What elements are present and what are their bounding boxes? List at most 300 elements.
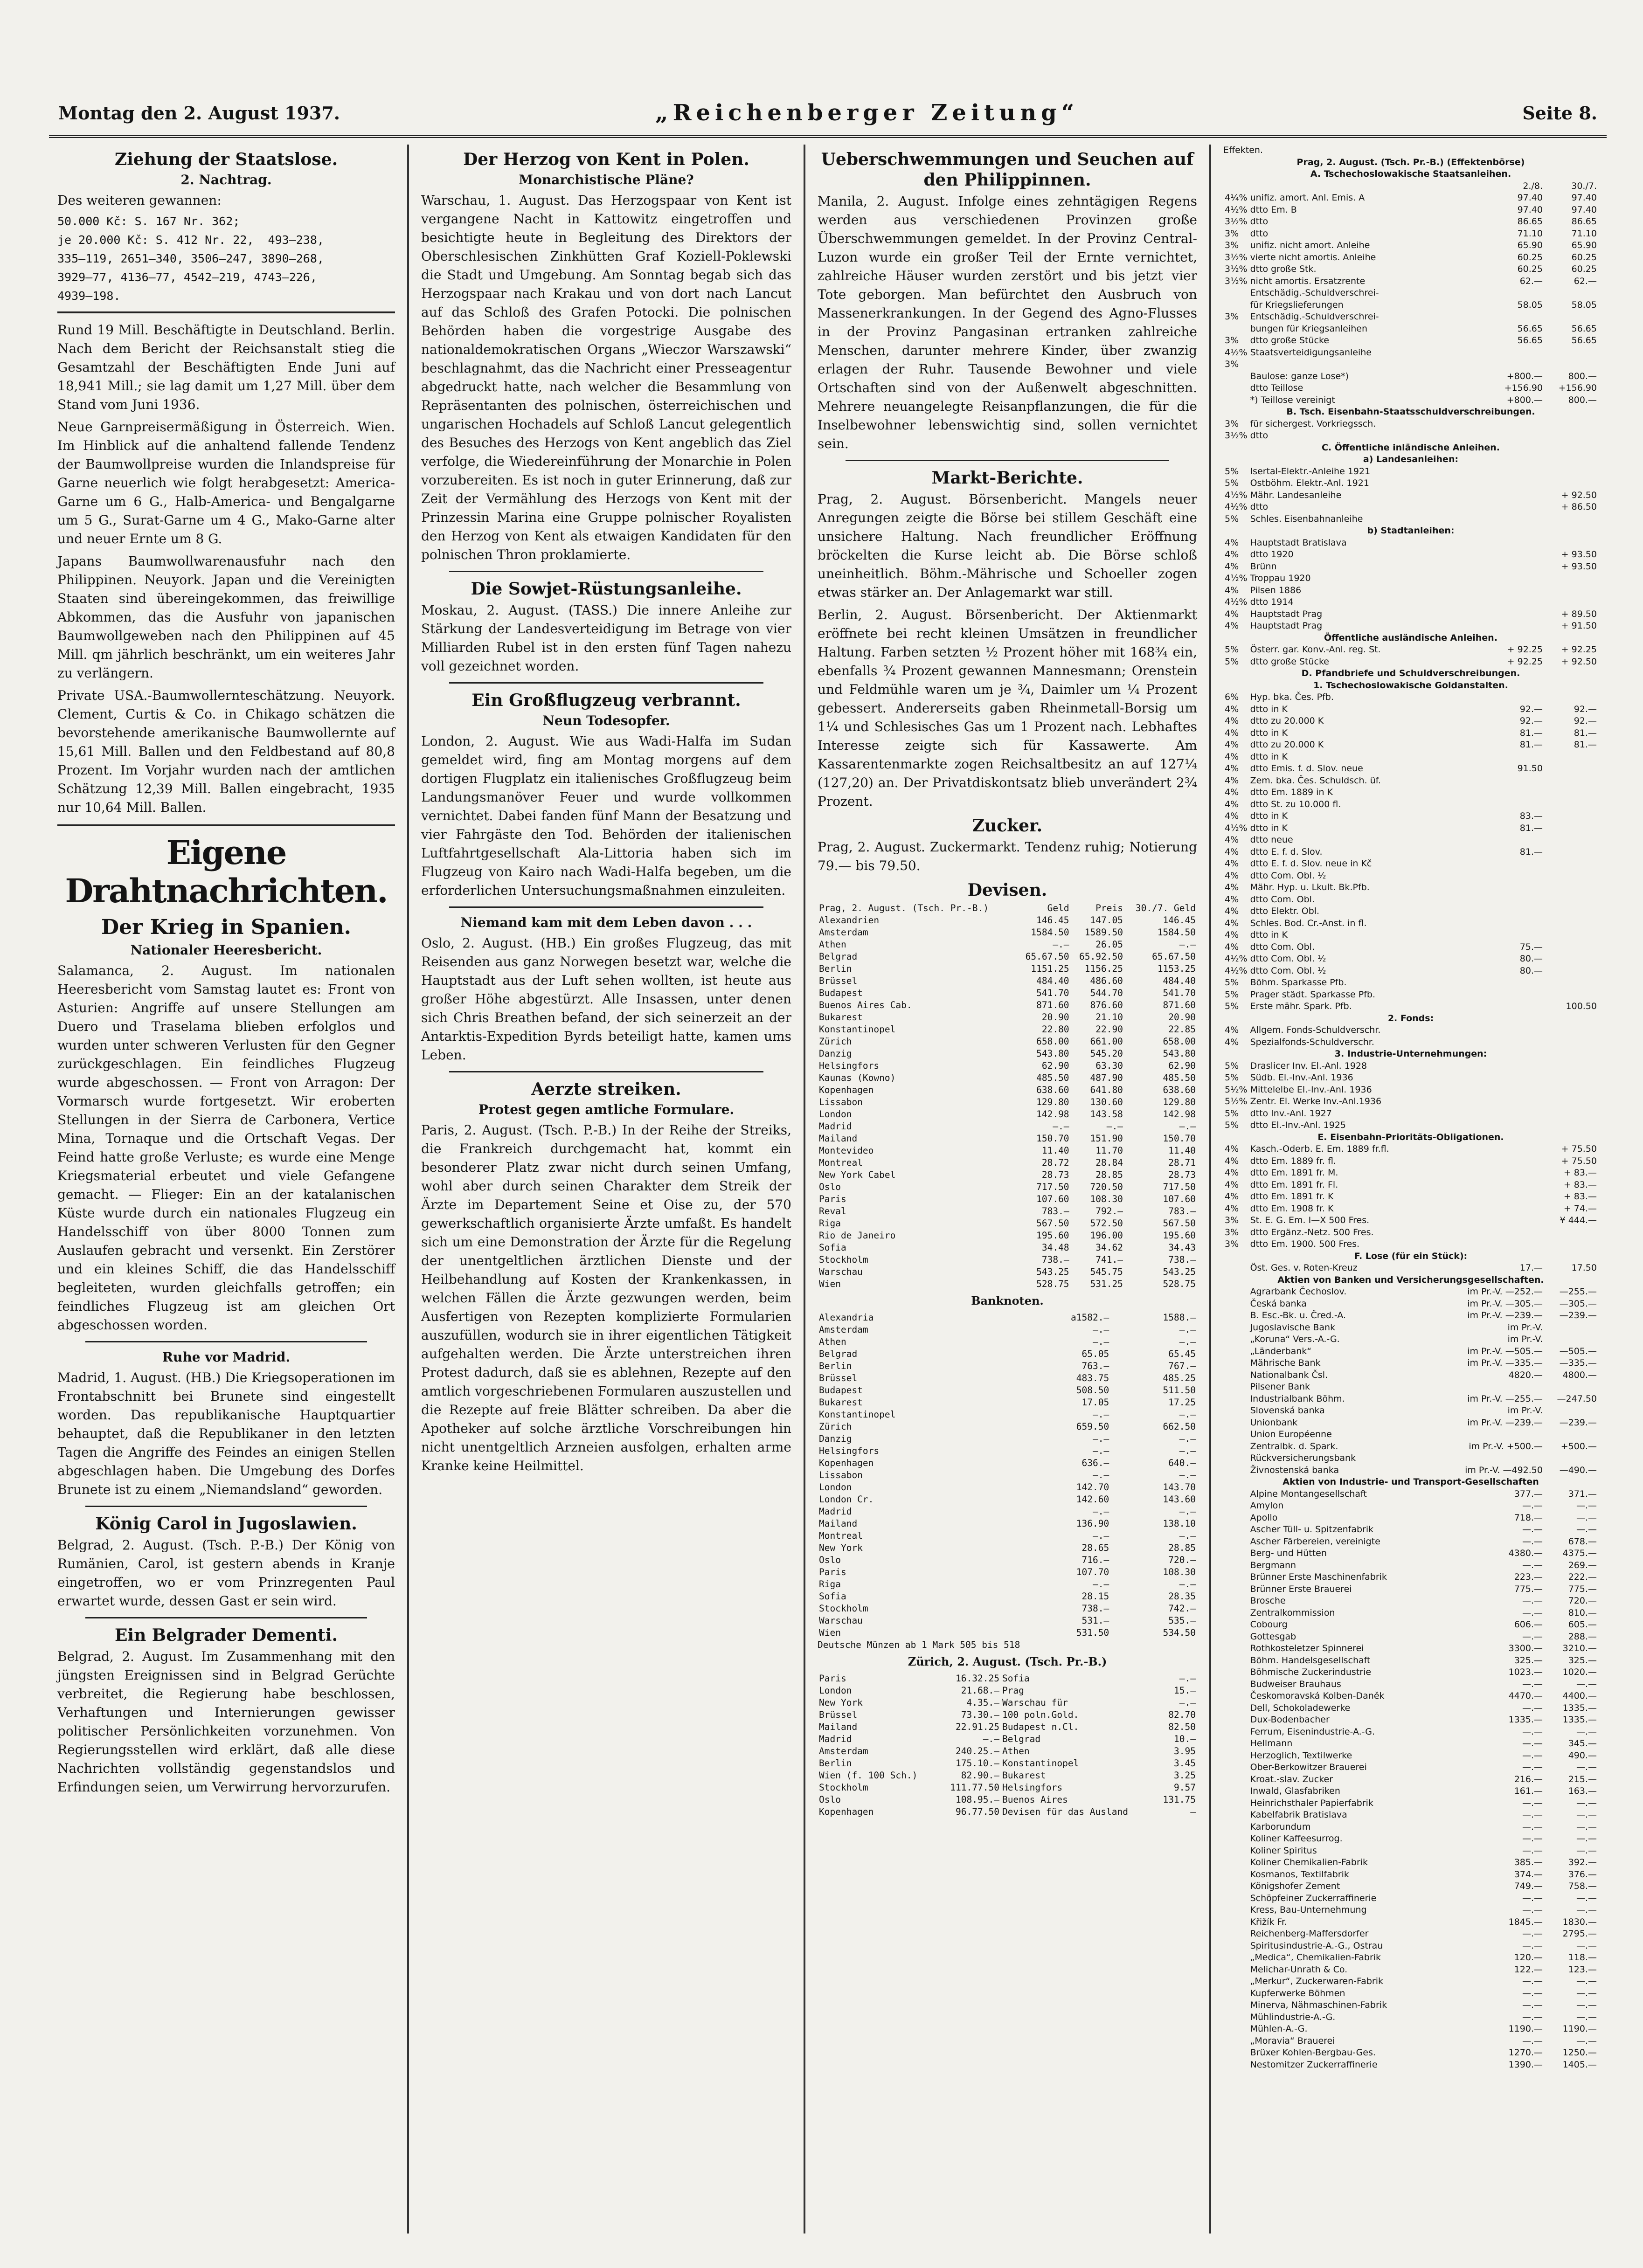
securities-value: + 83.—: [1563, 1168, 1597, 1178]
securities-value: 749.—: [1514, 1881, 1543, 1891]
securities-rate: 5%: [1225, 644, 1239, 655]
securities-row: [1223, 418, 1598, 430]
divider: [449, 906, 763, 908]
securities-rate: [1223, 299, 1249, 311]
securities-row: [1223, 1536, 1598, 1548]
securities-value: —239.—: [1559, 1417, 1597, 1428]
currency-row: [818, 1036, 1197, 1048]
banknote-name: Athen: [819, 1336, 846, 1347]
securities-row: [1223, 1774, 1598, 1786]
page-number: Seite 8.: [1522, 103, 1597, 124]
currency-value: 26.05: [1095, 939, 1123, 950]
securities-value: —.—: [1522, 1821, 1543, 1832]
securities-value: [1463, 977, 1544, 989]
securities-row: [1223, 1322, 1598, 1334]
securities-row: [1223, 870, 1598, 882]
securities-name: Nationalbank Čsl.: [1250, 1369, 1328, 1380]
securities-section-title: D. Pfandbriefe und Schuldverschreibungen.: [1301, 668, 1520, 678]
securities-rate: [1223, 1536, 1249, 1548]
securities-value: —239.—: [1559, 1310, 1597, 1321]
currency-name: London: [819, 1109, 852, 1120]
securities-name: Gottesgab: [1250, 1631, 1296, 1642]
securities-name: Baulose: ganze Lose*): [1250, 371, 1349, 381]
banknote-name: Berlin: [819, 1361, 852, 1371]
securities-value: [1463, 1001, 1544, 1013]
securities-row: [1223, 1643, 1598, 1655]
securities-value: 71.10: [1571, 228, 1597, 239]
zurich-table: [818, 1673, 1197, 1818]
securities-rate: [1223, 1702, 1249, 1715]
securities-row: [1223, 1429, 1598, 1441]
securities-rate: [1223, 1988, 1249, 2000]
currency-name: Amsterdam: [819, 927, 868, 938]
securities-value: 75.—: [1519, 941, 1543, 952]
securities-name: Dux-Bodenbacher: [1250, 1715, 1330, 1725]
securities-rate: [1223, 382, 1249, 394]
currency-name: Athen: [819, 939, 846, 950]
currency-value: —.—: [1179, 1121, 1196, 1132]
divider: [85, 1506, 367, 1507]
currency-name: Rio de Janeiro: [819, 1230, 896, 1241]
zurich-value: 4.35.—: [966, 1697, 999, 1708]
header-date: Montag den 2. August 1937.: [58, 103, 340, 124]
securities-row: [1223, 1655, 1598, 1667]
currency-row: [818, 1230, 1197, 1242]
currency-value: 717.50: [1163, 1182, 1196, 1192]
article-subheadline: Nationaler Heeresbericht.: [130, 942, 322, 958]
securities-rate: [1223, 1488, 1249, 1500]
securities-value: —.—: [1576, 1893, 1597, 1903]
securities-value: 371.—: [1568, 1488, 1597, 1499]
banknote-value: —.—: [1179, 1445, 1196, 1456]
zurich-value: —.—: [983, 1734, 999, 1744]
securities-rate: [1223, 2059, 1249, 2071]
securities-row: [1223, 573, 1598, 585]
securities-value: [1544, 1037, 1598, 1049]
currency-value: 1156.25: [1084, 963, 1123, 974]
securities-value: +800.—: [1506, 371, 1543, 381]
securities-row: [1223, 1785, 1598, 1798]
zurich-name: Madrid: [819, 1734, 852, 1744]
securities-rate: [1223, 1393, 1249, 1405]
securities-name: Minerva, Nähmaschinen-Fabrik: [1250, 2000, 1387, 2010]
securities-name: Kasch.-Oderb. E. Em. 1889 fr.fl.: [1250, 1144, 1389, 1154]
securities-row: [1223, 1179, 1598, 1191]
currency-row: [818, 951, 1197, 963]
currency-row: [818, 927, 1197, 939]
securities-value: [1463, 466, 1544, 478]
securities-value: [1544, 775, 1598, 787]
banknote-value: —.—: [1179, 1336, 1196, 1347]
banknote-row: [818, 1590, 1197, 1603]
securities-row: [1223, 1512, 1598, 1524]
securities-rate: 4½%: [1225, 490, 1248, 500]
securities-rate: 4%: [1225, 846, 1239, 857]
securities-name: Schles. Eisenbahnanleihe: [1250, 513, 1363, 524]
securities-name: vierte nicht amortis. Anleihe: [1250, 252, 1376, 263]
lotto-line: 4939—198.: [57, 289, 121, 303]
currency-value: 22.90: [1095, 1024, 1123, 1035]
securities-value: 758.—: [1568, 1881, 1597, 1891]
currency-name: Brüssel: [819, 975, 858, 986]
securities-section-row: [1223, 1251, 1598, 1263]
securities-value: [1463, 1215, 1544, 1227]
securities-value: 56.65: [1517, 335, 1543, 346]
securities-value: [1544, 1084, 1598, 1096]
securities-value: —.—: [1576, 1821, 1597, 1832]
securities-value: 60.25: [1517, 264, 1543, 274]
securities-value: [1463, 359, 1544, 371]
securities-value: 3210.—: [1562, 1643, 1597, 1653]
currency-value: 1584.50: [1157, 927, 1196, 938]
banknote-value: 534.50: [1163, 1627, 1196, 1638]
securities-value: —.—: [1576, 1500, 1597, 1511]
securities-value: + 92.50: [1561, 656, 1597, 667]
securities-section-title: F. Lose (für ein Stück):: [1354, 1251, 1468, 1261]
securities-row: [1223, 799, 1598, 811]
securities-value: —.—: [1522, 1536, 1543, 1547]
securities-row: [1223, 359, 1598, 371]
banknote-name: Paris: [819, 1567, 846, 1577]
securities-name: Kabelfabrik Bratislava: [1250, 1810, 1347, 1820]
divider: [449, 571, 763, 572]
currency-row: [818, 1157, 1197, 1169]
securities-rate: [1223, 1607, 1249, 1619]
banknote-row: [818, 1372, 1197, 1384]
securities-section-row: [1223, 1274, 1598, 1286]
securities-name: Brünner Erste Brauerei: [1250, 1583, 1352, 1594]
currency-row: [818, 1108, 1197, 1120]
securities-value: —.—: [1522, 1988, 1543, 1998]
currency-value: —.—: [1106, 1121, 1123, 1132]
securities-row: [1223, 1857, 1598, 1869]
securities-section-row: [1223, 1048, 1598, 1060]
securities-row: [1223, 775, 1598, 787]
securities-value: —.—: [1522, 1679, 1543, 1689]
securities-name: Alpine Montangesellschaft: [1250, 1488, 1367, 1499]
securities-rate: [1223, 1310, 1249, 1322]
securities-rate: 4½%: [1225, 573, 1248, 583]
securities-row: [1223, 513, 1598, 526]
securities-value: 86.65: [1517, 216, 1543, 227]
securities-rate: [1223, 1904, 1249, 1916]
currency-value: 638.60: [1163, 1085, 1196, 1095]
securities-name: Hauptstadt Prag: [1250, 608, 1323, 619]
securities-name: dtto Em. 1908 fr. K: [1250, 1203, 1334, 1214]
securities-value: 65.90: [1517, 240, 1543, 250]
zurich-name: 100 poln.Gold.: [1002, 1709, 1079, 1720]
column-2: [413, 145, 800, 2233]
securities-value: [1463, 1143, 1544, 1155]
zurich-name: Warschau für: [1002, 1697, 1068, 1708]
securities-name: dtto E. f. d. Slov.: [1250, 846, 1323, 857]
securities-value: 58.05: [1517, 299, 1543, 310]
banknote-value: —.—: [1179, 1470, 1196, 1480]
currency-value: 1153.25: [1157, 963, 1196, 974]
banknote-value: 738.—: [1081, 1603, 1109, 1614]
securities-value: —.—: [1576, 1940, 1597, 1951]
securities-rate: 4%: [1225, 1155, 1239, 1166]
securities-rate: 4%: [1225, 918, 1239, 928]
securities-value: —.—: [1576, 1845, 1597, 1856]
currency-value: 107.60: [1036, 1194, 1069, 1204]
currency-value: 129.80: [1163, 1097, 1196, 1107]
securities-rate: 4%: [1225, 906, 1239, 916]
lotto-line: 3929—77, 4136—77, 4542—219, 4743—226,: [57, 270, 317, 284]
securities-row: [1223, 810, 1598, 823]
securities-value: [1463, 1096, 1544, 1108]
banknote-name: Madrid: [819, 1506, 852, 1517]
securities-row: [1223, 561, 1598, 573]
lotto-line: je 20.000 Kč: S. 412 Nr. 22, 493—238,: [57, 233, 324, 247]
banknote-value: —.—: [1179, 1324, 1196, 1335]
securities-rate: [1223, 1821, 1249, 1833]
securities-name: Kress, Bau-Unternehmung: [1250, 1905, 1367, 1915]
banknote-value: 662.50: [1163, 1421, 1196, 1432]
securities-value: 163.—: [1568, 1786, 1597, 1796]
securities-rate: 4%: [1225, 561, 1239, 572]
securities-value: 56.65: [1571, 335, 1597, 346]
zurich-value: 21.68.—: [961, 1685, 999, 1696]
banknote-value: 28.35: [1168, 1591, 1196, 1602]
zurich-value: 240.25.—: [956, 1746, 999, 1756]
securities-value: 392.—: [1568, 1857, 1597, 1867]
securities-row: [1223, 501, 1598, 513]
securities-row: [1223, 1916, 1598, 1929]
banknote-name: Stockholm: [819, 1603, 868, 1614]
securities-value: 1190.—: [1562, 2024, 1597, 2034]
securities-value: —.—: [1522, 2000, 1543, 2010]
zurich-row: [818, 1782, 1197, 1794]
zurich-name: Paris: [819, 1673, 846, 1684]
securities-name: Spezialfonds-Schuldverschr.: [1250, 1037, 1374, 1047]
securities-value: [1463, 1238, 1544, 1251]
zurich-head: Zürich, 2. August. (Tsch. Pr.-B.): [908, 1655, 1107, 1668]
banknote-name: Mailand: [819, 1518, 858, 1529]
currency-value: 544.70: [1090, 988, 1123, 998]
banknote-value: 65.05: [1081, 1348, 1109, 1359]
securities-value: —.—: [1522, 1976, 1543, 1986]
securities-row: [1223, 2059, 1598, 2071]
securities-rate: 5%: [1225, 466, 1239, 477]
securities-value: [1544, 846, 1598, 858]
currency-value: 738.—: [1168, 1254, 1196, 1265]
securities-rate: 4%: [1225, 751, 1239, 762]
securities-rate: [1223, 1619, 1249, 1631]
securities-row: [1223, 382, 1598, 394]
securities-name: Bergmann: [1250, 1560, 1296, 1570]
securities-value: [1463, 430, 1544, 442]
securities-value: —.—: [1576, 1726, 1597, 1737]
securities-row: [1223, 1286, 1598, 1298]
securities-name: Herzoglich, Textilwerke: [1250, 1750, 1352, 1761]
securities-name: Nestomitzer Zuckerraffinerie: [1250, 2059, 1378, 2070]
banknotes-table: [818, 1312, 1197, 1639]
securities-rate: [1223, 1690, 1249, 1702]
currency-row: [818, 999, 1197, 1011]
securities-value: [1544, 977, 1598, 989]
banknote-row: [818, 1469, 1197, 1481]
zurich-value: 3.45: [1174, 1758, 1196, 1769]
currency-value: 28.72: [1041, 1157, 1069, 1168]
section-title-sugar: Zucker.: [972, 816, 1043, 836]
currency-value: 150.70: [1163, 1133, 1196, 1144]
securities-value: [1544, 596, 1598, 608]
securities-value: 800.—: [1568, 371, 1597, 381]
securities-rate: [1223, 1583, 1249, 1596]
securities-value: 377.—: [1514, 1488, 1543, 1499]
securities-value: 1335.—: [1508, 1715, 1543, 1725]
securities-name: Union Européenne: [1250, 1429, 1332, 1439]
securities-value: 775.—: [1514, 1583, 1543, 1594]
securities-name: „Länderbank“: [1250, 1346, 1312, 1356]
securities-value: —.—: [1522, 2012, 1543, 2022]
securities-name: Kupferwerke Böhmen: [1250, 1988, 1345, 1998]
currency-row: [818, 975, 1197, 987]
banknote-row: [818, 1312, 1197, 1324]
securities-section-row: [1223, 406, 1598, 418]
zurich-name: Brüssel: [819, 1709, 858, 1720]
securities-rate: [1223, 1452, 1249, 1465]
zurich-value: 131.75: [1163, 1794, 1196, 1805]
securities-name: Ostböhm. Elektr.-Anl. 1921: [1250, 478, 1369, 488]
securities-name: Zentr. El. Werke Inv.-Anl.1936: [1250, 1096, 1382, 1106]
zurich-name: Oslo: [819, 1794, 841, 1805]
securities-rate: 4%: [1225, 894, 1239, 905]
securities-name: dtto Com. Obl. ½: [1250, 965, 1326, 976]
banknote-value: —.—: [1092, 1445, 1109, 1456]
securities-value: [1463, 691, 1544, 704]
securities-row: [1223, 1726, 1598, 1738]
securities-value: [1463, 311, 1544, 323]
banknote-name: Amsterdam: [819, 1324, 868, 1335]
securities-name: dtto El.-Inv.-Anl. 1925: [1250, 1120, 1346, 1130]
banknote-value: 143.70: [1163, 1482, 1196, 1493]
securities-row: [1223, 1893, 1598, 1905]
securities-row: [1223, 858, 1598, 870]
securities-name: Dell, Schokoladewerke: [1250, 1702, 1351, 1713]
securities-rate: 3½%: [1225, 216, 1248, 227]
securities-value: [1463, 513, 1544, 526]
banknote-value: 142.70: [1076, 1482, 1109, 1493]
zurich-value: 22.91.25: [956, 1722, 999, 1732]
currency-value: 11.40: [1168, 1145, 1196, 1156]
securities-row: [1223, 1988, 1598, 2000]
banknote-row: [818, 1603, 1197, 1615]
securities-row: [1223, 585, 1598, 597]
securities-section-row: [1223, 632, 1598, 644]
securities-name: [1249, 359, 1464, 371]
securities-section-title: 2. Fonds:: [1387, 1013, 1434, 1023]
securities-value: 4470.—: [1508, 1691, 1543, 1701]
divider: [57, 311, 395, 313]
securities-name: für Kriegslieferungen: [1250, 299, 1344, 310]
securities-name: B. Esc.-Bk. u. Čred.-A.: [1250, 1310, 1346, 1321]
securities-name: Berg- und Hütten: [1250, 1548, 1327, 1558]
securities-value: [1544, 918, 1598, 930]
securities-rate: [1223, 1655, 1249, 1667]
securities-value: + 92.25: [1561, 644, 1597, 655]
securities-value: 385.—: [1514, 1857, 1543, 1867]
securities-value: 720.—: [1568, 1596, 1597, 1606]
currency-row: [818, 1145, 1197, 1157]
securities-value: 65.90: [1571, 240, 1597, 250]
currency-value: 21.10: [1095, 1012, 1123, 1023]
securities-value: + 93.50: [1561, 561, 1597, 572]
securities-rate: 4%: [1225, 787, 1239, 797]
currency-name: Madrid: [819, 1121, 852, 1132]
securities-rate: [1223, 1679, 1249, 1691]
securities-row: [1223, 1417, 1598, 1429]
banknote-value: —.—: [1179, 1530, 1196, 1541]
securities-row: [1223, 834, 1598, 846]
securities-value: —490.—: [1559, 1465, 1597, 1475]
column-3: [809, 145, 1206, 2233]
securities-row: [1223, 906, 1598, 918]
securities-row: [1223, 1096, 1598, 1108]
banknote-value: 763.—: [1081, 1361, 1109, 1371]
securities-name: dtto E. f. d. Slov. neue in Kč: [1250, 858, 1372, 869]
securities-rate: 3½%: [1225, 430, 1248, 441]
currency-value: 130.60: [1090, 1097, 1123, 1107]
securities-row: [1223, 1500, 1598, 1512]
lotto-subtitle: 2. Nachtrag.: [180, 172, 272, 187]
securities-rate: [1223, 2035, 1249, 2047]
article-body: Warschau, 1. August. Das Herzogspaar von Kent ist vergangene Nacht in Kattowitz eingetroffen und besichtigte heute in Begleitung des Direktors der Oberschlesischen Zinkhütten Graf Koziell-Poklewski die Stadt und Umgebung. Am Sonntag begab sich das Herzogspaar nach Krakau und von dort nach Lancut auf das Schloß des Grafen Potocki. Die polnischen Behörden haben die vorgestrige Ausgabe des nationaldemokratischen Organs „Wieczor Warszawski“ beschlagnahmt, das die Nachricht einer Presseagentur abgedruckt hatte, nach welcher die Besammlung von Repräsentanten des polnischen, österreichischen und ungarischen Hochadels auf Schloß Lancut gelegentlich des Besuches des Herzogs von Kent angeblich das Ziel verfolge, die Wiedereinführung der Monarchie in Polen vorzubereiten. Es ist noch in guter Erinnerung, daß zur Zeit der Vermählung des Herzogs von Kent mit der Prinzessin Marina eine Gruppe polnischer Royalisten den Herzog von Kent als etwaigen Kandidaten für den polnischen Thron proklamierte.: [421, 193, 791, 562]
banknote-value: 143.60: [1163, 1494, 1196, 1505]
securities-rate: [1223, 1465, 1249, 1477]
securities-row: [1223, 347, 1598, 359]
securities-value: 58.05: [1571, 299, 1597, 310]
securities-value: im Pr.-V. —305.—: [1467, 1298, 1543, 1309]
securities-value: 4380.—: [1508, 1548, 1543, 1558]
currency-row: [818, 1181, 1197, 1193]
securities-name: Koliner Spiritus: [1250, 1845, 1317, 1856]
banknote-row: [818, 1530, 1197, 1542]
securities-value: [1544, 347, 1598, 359]
securities-value: im Pr.-V.: [1507, 1322, 1543, 1333]
lotto-line: 50.000 Kč: S. 167 Nr. 362;: [57, 214, 240, 228]
securities-value: 120.—: [1514, 1952, 1543, 1963]
securities-name: Entschädig.-Schuldverschrei-: [1250, 311, 1379, 322]
banknote-row: [818, 1554, 1197, 1566]
securities-name: Koliner Chemikalien-Fabrik: [1250, 1857, 1368, 1867]
securities-row: [1223, 823, 1598, 835]
securities-value: —.—: [1522, 1596, 1543, 1606]
securities-rate: 5%: [1225, 977, 1239, 988]
zurich-row: [818, 1757, 1197, 1770]
securities-value: [1544, 941, 1598, 954]
securities-name: Böhmische Zuckerindustrie: [1250, 1667, 1372, 1677]
securities-rate: 3%: [1225, 418, 1239, 429]
securities-value: im Pr.-V. —335.—: [1467, 1358, 1543, 1368]
currency-row: [818, 939, 1197, 951]
securities-value: —.—: [1576, 1524, 1597, 1535]
currency-value: 783.—: [1041, 1206, 1069, 1217]
securities-value: [1463, 1060, 1544, 1072]
securities-value: —.—: [1576, 1810, 1597, 1820]
securities-row: [1223, 466, 1598, 478]
securities-row: [1223, 751, 1598, 763]
securities-value: 60.25: [1571, 252, 1597, 263]
securities-row: [1223, 371, 1598, 383]
securities-row: [1223, 1465, 1598, 1477]
securities-value: +500.—: [1560, 1441, 1597, 1452]
article-body: London, 2. August. Wie aus Wadi-Halfa im Sudan gemeldet wird, fing am Montag morgens auf dem dortigen Flugplatz ein italienisches Großflugzeug beim Landungsmanöver Feuer und wurde vollkommen vernichtet. Dabei fanden fünf Mann der Besatzung und vier Fahrgäste den Tod. Behörden der italienischen Luftfahrtgesellschaft Ala-Littoria haben sich im Flugzeug von Kairo nach Wadi-Halfa begeben, um die erforderlichen Untersuchungsmaßnahmen einzuleiten.: [421, 733, 791, 898]
currency-value: 487.90: [1090, 1072, 1123, 1083]
divider: [449, 1071, 763, 1072]
securities-value: [1544, 823, 1598, 835]
